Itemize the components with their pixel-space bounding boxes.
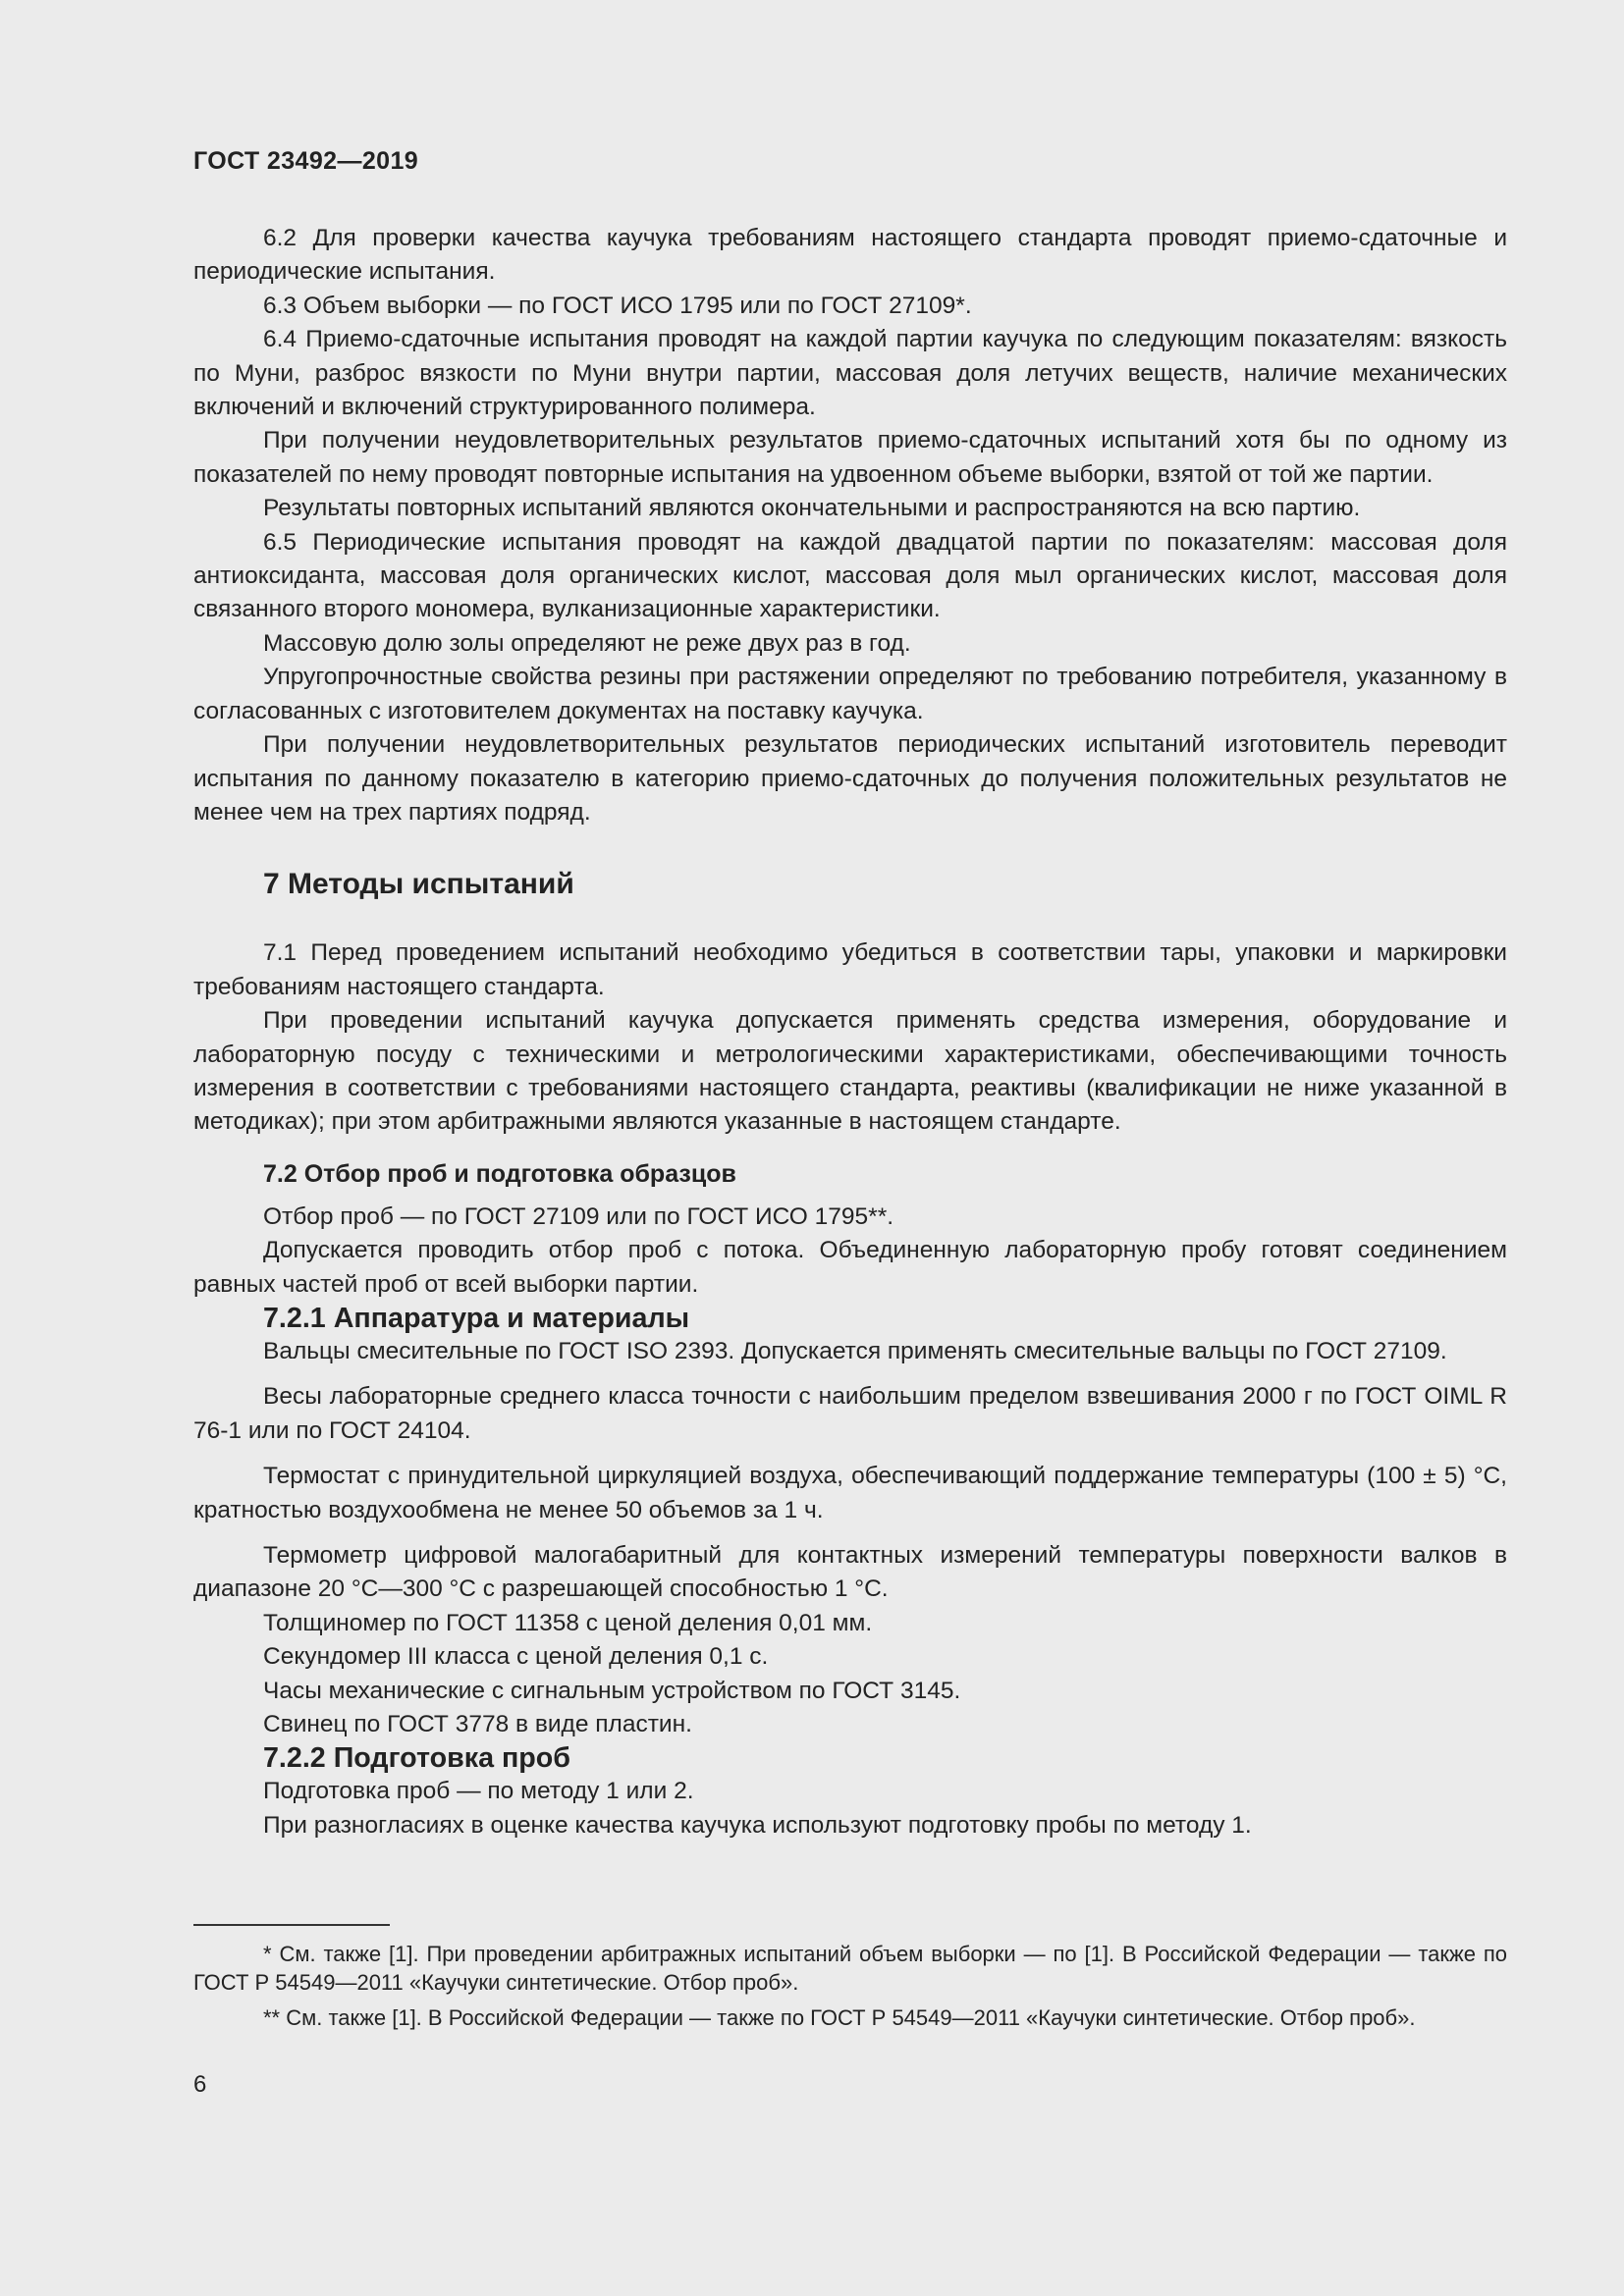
paragraph-7-2-1-mill: Вальцы смесительные по ГОСТ ISO 2393. Допускается применять смесительные вальцы по ГОСТ 27109. bbox=[263, 1337, 1447, 1364]
paragraph-6-5-elasticity: Упругопрочностные свойства резины при растяжении определяют по требованию потребителя, указанному в согласованных с изготовителем документах на поставку каучука. bbox=[193, 664, 1507, 724]
subsection-7-2-1-heading: 7.2.1 Аппаратура и материалы bbox=[263, 1302, 690, 1334]
section-7-heading: 7 Методы испытаний bbox=[263, 868, 574, 901]
subsection-7-2-heading: 7.2 Отбор проб и подготовка образцов bbox=[263, 1159, 736, 1188]
footnote-separator bbox=[193, 1924, 390, 1926]
page-number: 6 bbox=[193, 2071, 207, 2098]
paragraph-7-2-1-thickness-gauge: Толщиномер по ГОСТ 11358 с ценой деления 0,01 мм. bbox=[263, 1609, 873, 1636]
paragraph-7-1-equipment: При проведении испытаний каучука допускается применять средства измерения, оборудование и лабораторную посуду с техническими и метрологическими характеристиками, обеспечивающими точность измерения в соответствии с требованиями настоящего стандарта, реактивы (квалификации не ниже указанной в методиках); при этом арбитражными являются указанные в настоящем стандарте. bbox=[193, 1007, 1507, 1136]
paragraph-6-4: 6.4 Приемо-сдаточные испытания проводят на каждой партии каучука по следующим показателям: вязкость по Муни, разброс вязкости по Муни внутри партии, массовая доля летучих веществ, наличие механических включений и включений структурированного полимера. bbox=[193, 326, 1507, 421]
footnotes bbox=[193, 1940, 1507, 2039]
paragraph-7-2-1-lead: Свинец по ГОСТ 3778 в виде пластин. bbox=[263, 1711, 692, 1738]
paragraph-7-2-2-method: Подготовка проб — по методу 1 или 2. bbox=[263, 1778, 694, 1805]
paragraph-6-4-repeat-tests: При получении неудовлетворительных результатов приемо-сдаточных испытаний хотя бы по одному из показателей по нему проводят повторные испытания на удвоенном объеме выборки, взятой от той же партии. bbox=[193, 427, 1507, 488]
paragraph-7-2-flow-sampling: Допускается проводить отбор проб с потока. Объединенную лабораторную пробу готовят соединением равных частей проб от всей выборки партии. bbox=[193, 1237, 1507, 1298]
paragraph-7-2-1-stopwatch: Секундомер III класса с ценой деления 0,1 с. bbox=[263, 1643, 769, 1671]
document-header: ГОСТ 23492—2019 bbox=[193, 147, 419, 175]
paragraph-6-5: 6.5 Периодические испытания проводят на каждой двадцатой партии по показателям: массовая доля антиоксиданта, массовая доля органических кислот, массовая доля мыл органических кислот, массовая доля связанного второго мономера, вулканизационные характеристики. bbox=[193, 528, 1507, 623]
paragraph-6-4-final-results: Результаты повторных испытаний являются окончательными и распространяются на всю партию. bbox=[263, 495, 1361, 522]
document-body bbox=[193, 222, 1507, 1842]
subsection-7-2-2-heading: 7.2.2 Подготовка проб bbox=[263, 1742, 570, 1775]
paragraph-7-2-1-thermometer: Термометр цифровой малогабаритный для контактных измерений температуры поверхности валков в диапазоне 20 °С—300 °С с разрешающей способностью 1 °С. bbox=[193, 1542, 1507, 1603]
footnote-1: * См. также [1]. При проведении арбитражных испытаний объем выборки — по [1]. В Российской Федерации — также по ГОСТ Р 54549—2011 «Каучуки синтетические. Отбор проб». bbox=[193, 1942, 1507, 1995]
paragraph-6-5-ash: Массовую долю золы определяют не реже двух раз в год. bbox=[263, 629, 911, 657]
footnote-2: ** См. также [1]. В Российской Федерации — также по ГОСТ Р 54549—2011 «Каучуки синтетические. Отбор проб». bbox=[263, 2005, 1416, 2030]
paragraph-6-5-unsatisfactory: При получении неудовлетворительных результатов периодических испытаний изготовитель переводит испытания по данному показателю в категорию приемо-сдаточных до получения положительных результатов не менее чем на трех партиях подряд. bbox=[193, 731, 1507, 826]
paragraph-7-2-2-disagreement: При разногласиях в оценке качества каучука используют подготовку пробы по методу 1. bbox=[263, 1811, 1252, 1839]
paragraph-7-1: 7.1 Перед проведением испытаний необходимо убедиться в соответствии тары, упаковки и маркировки требованиям настоящего стандарта. bbox=[193, 939, 1507, 1000]
paragraph-6-3: 6.3 Объем выборки — по ГОСТ ИСО 1795 или по ГОСТ 27109*. bbox=[263, 292, 972, 319]
paragraph-7-2-1-scales: Весы лабораторные среднего класса точности с наибольшим пределом взвешивания 2000 г по ГОСТ OIML R 76-1 или по ГОСТ 24104. bbox=[193, 1383, 1507, 1444]
paragraph-7-2-1-thermostat: Термостат с принудительной циркуляцией воздуха, обеспечивающий поддержание температуры (100 ± 5) °С, кратностью воздухообмена не менее 50 объемов за 1 ч. bbox=[193, 1463, 1507, 1523]
paragraph-6-2: 6.2 Для проверки качества каучука требованиям настоящего стандарта проводят приемо-сдаточные и периодические испытания. bbox=[193, 225, 1507, 286]
paragraph-7-2-1-clock: Часы механические с сигнальным устройством по ГОСТ 3145. bbox=[263, 1677, 961, 1704]
paragraph-7-2-sampling: Отбор проб — по ГОСТ 27109 или по ГОСТ ИСО 1795**. bbox=[263, 1202, 894, 1230]
